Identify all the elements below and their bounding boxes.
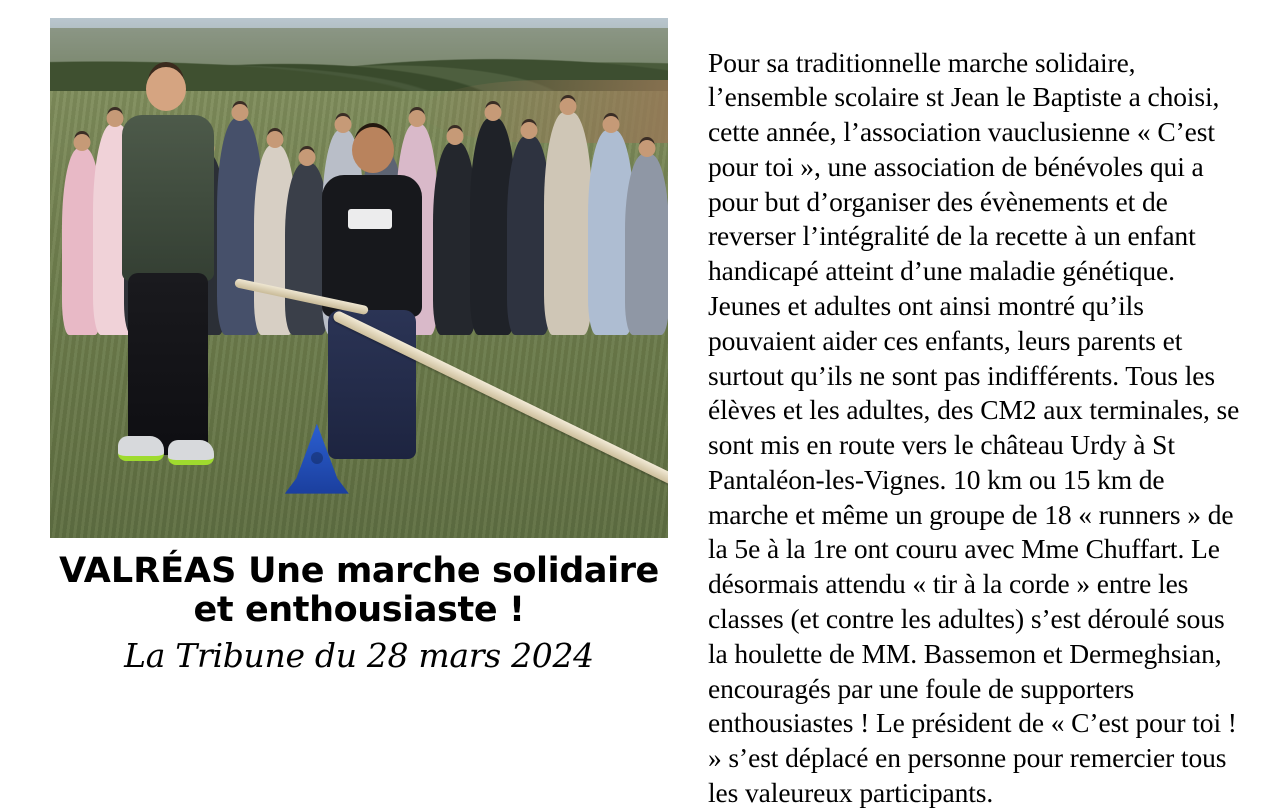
adult-jacket: [122, 115, 214, 281]
caption-headline: Une marche solidaire et enthousiaste: [193, 551, 659, 631]
photo-caption: [49, 552, 669, 630]
adult-participant: [112, 60, 232, 455]
adult-shoe: [118, 436, 164, 461]
student-tshirt: [322, 175, 422, 317]
crowd-person: [544, 112, 592, 335]
adult-head: [146, 67, 186, 111]
crowd-person: [625, 154, 668, 335]
event-photo: [50, 18, 668, 538]
caption-block: [49, 552, 669, 675]
left-column: [0, 0, 690, 720]
right-column: [690, 0, 1280, 808]
student-head: [352, 127, 394, 173]
caption-city: VALRÉAS: [59, 551, 237, 591]
caption-source: La Tribune du 28 mars 2024: [124, 636, 594, 676]
article-text: Pour sa traditionnelle marche solidaire, l’ensemble scolaire st Jean le Baptiste a choisi, cette année, l’association vauclusienne « C’est pour toi », une association de bénévoles qui a pour but d’organiser des évènements et de reverser l’intégralité de la recette à un enfant handicapé atteint d’une maladie génétique. Jeunes et adultes ont ainsi montré qu’ils pouvaient aider ces enfants, leurs parents et surtout qu’ils ne sont pas indifférents. Tous les élèves et les adultes, des CM2 aux terminales, se sont mis en route vers le château Urdy à St Pantaléon-les-Vignes. 10 km ou 15 km de marche et même un groupe de 18 « runners » de la 5e à la 1re ont couru avec Mme Chuffart. Le désormais attendu « tir à la corde » entre les classes (et contre les adultes) s’est déroulé sous la houlette de MM. Bassemon et Dermeghsian, encouragés par une foule de supporters enthousiastes ! Le président de « C’est pour toi ! » s’est déplacé en personne pour remercier tous les valeureux participants.: [708, 46, 1240, 808]
caption-headline-end: !: [497, 590, 525, 631]
adult-shoe: [168, 440, 214, 465]
adult-legs: [128, 273, 208, 455]
